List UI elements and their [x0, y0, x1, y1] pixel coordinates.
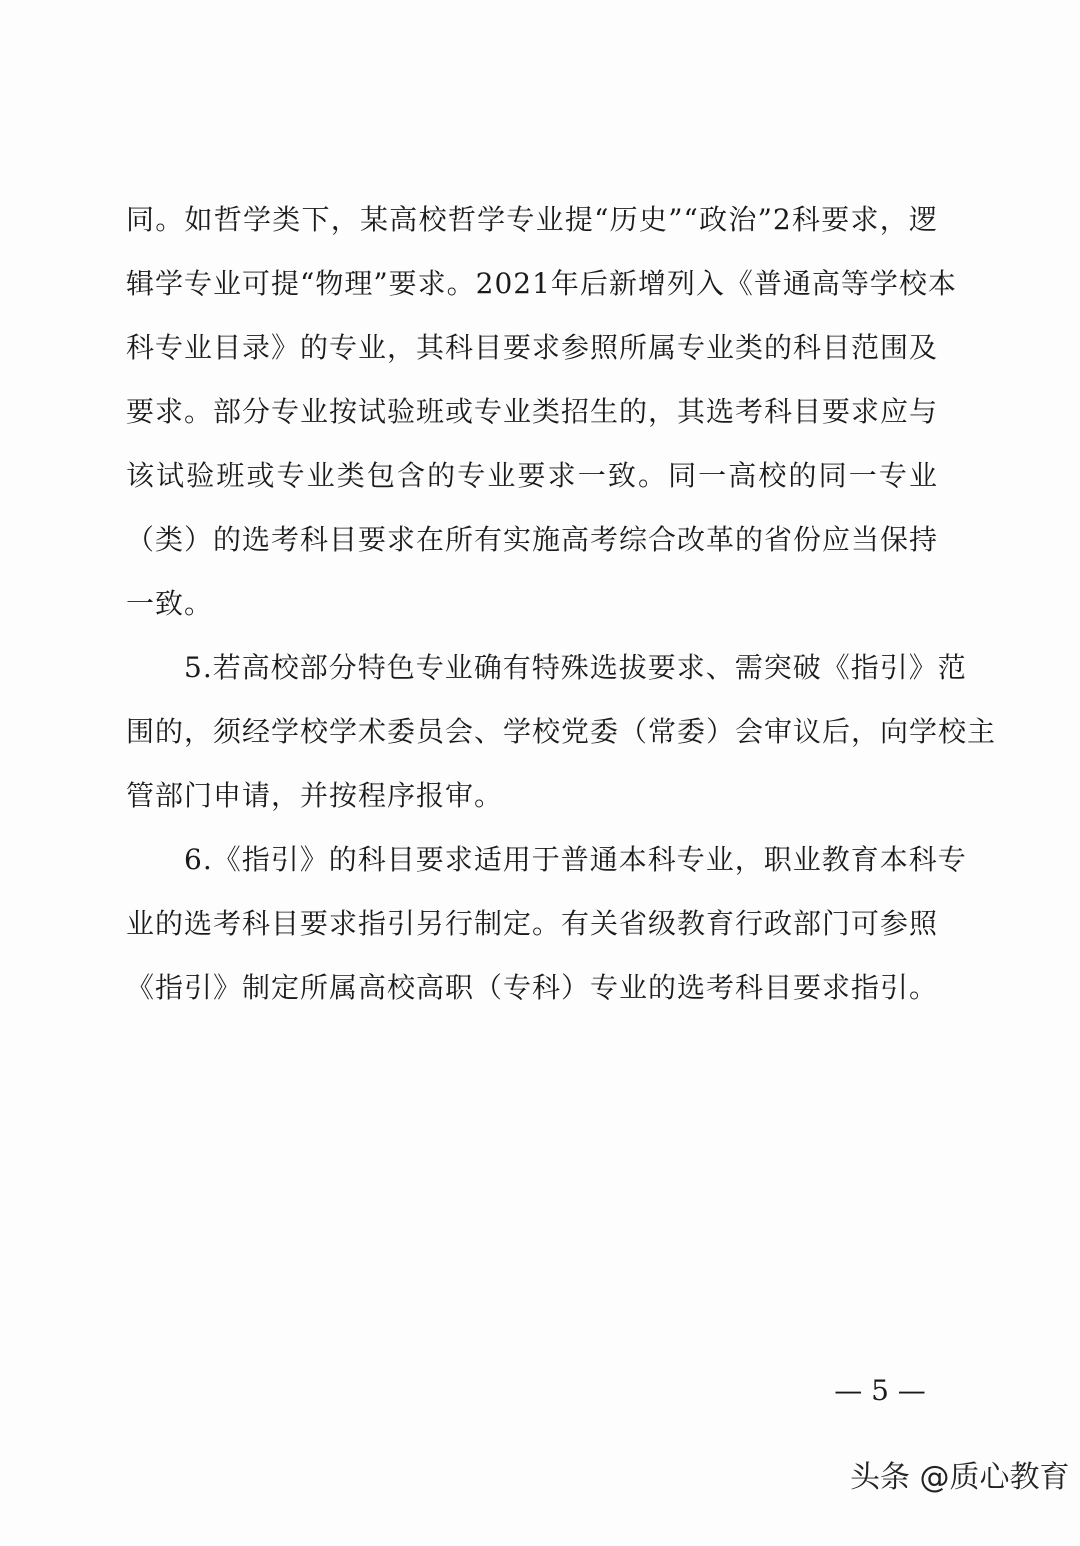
text-line: 科专业目录》的专业，其科目要求参照所属专业类的科目范围及 [126, 331, 939, 364]
text-line: 6.《指引》的科目要求适用于普通本科专业，职业教育本科专 [184, 843, 967, 876]
text-line: 一致。 [126, 587, 214, 620]
page-number: — 5 — [834, 1374, 926, 1407]
text-line: 同。如哲学类下，某高校哲学专业提“历史”“政治”2科要求，逻 [126, 203, 938, 236]
text-line: （类）的选考科目要求在所有实施高考综合改革的省份应当保持 [126, 523, 939, 556]
document-body [126, 188, 997, 1020]
watermark: 头条 @质心教育 [850, 1460, 1070, 1495]
text-line: 管部门申请，并按程序报审。 [126, 779, 504, 812]
text-line: 要求。部分专业按试验班或专业类招生的，其选考科目要求应与 [126, 395, 939, 428]
text-line: 该试验班或专业类包含的专业要求一致。同一高校的同一专业 [126, 459, 938, 492]
text-line: 业的选考科目要求指引另行制定。有关省级教育行政部门可参照 [126, 907, 939, 940]
text-line: 5.若高校部分特色专业确有特殊选拔要求、需突破《指引》范 [184, 651, 967, 684]
text-line: 辑学专业可提“物理”要求。2021年后新增列入《普通高等学校本 [126, 267, 957, 300]
text-line: 《指引》制定所属高校高职（专科）专业的选考科目要求指引。 [126, 971, 939, 1004]
text-line: 围的，须经学校学术委员会、学校党委（常委）会审议后，向学校主 [126, 715, 997, 748]
